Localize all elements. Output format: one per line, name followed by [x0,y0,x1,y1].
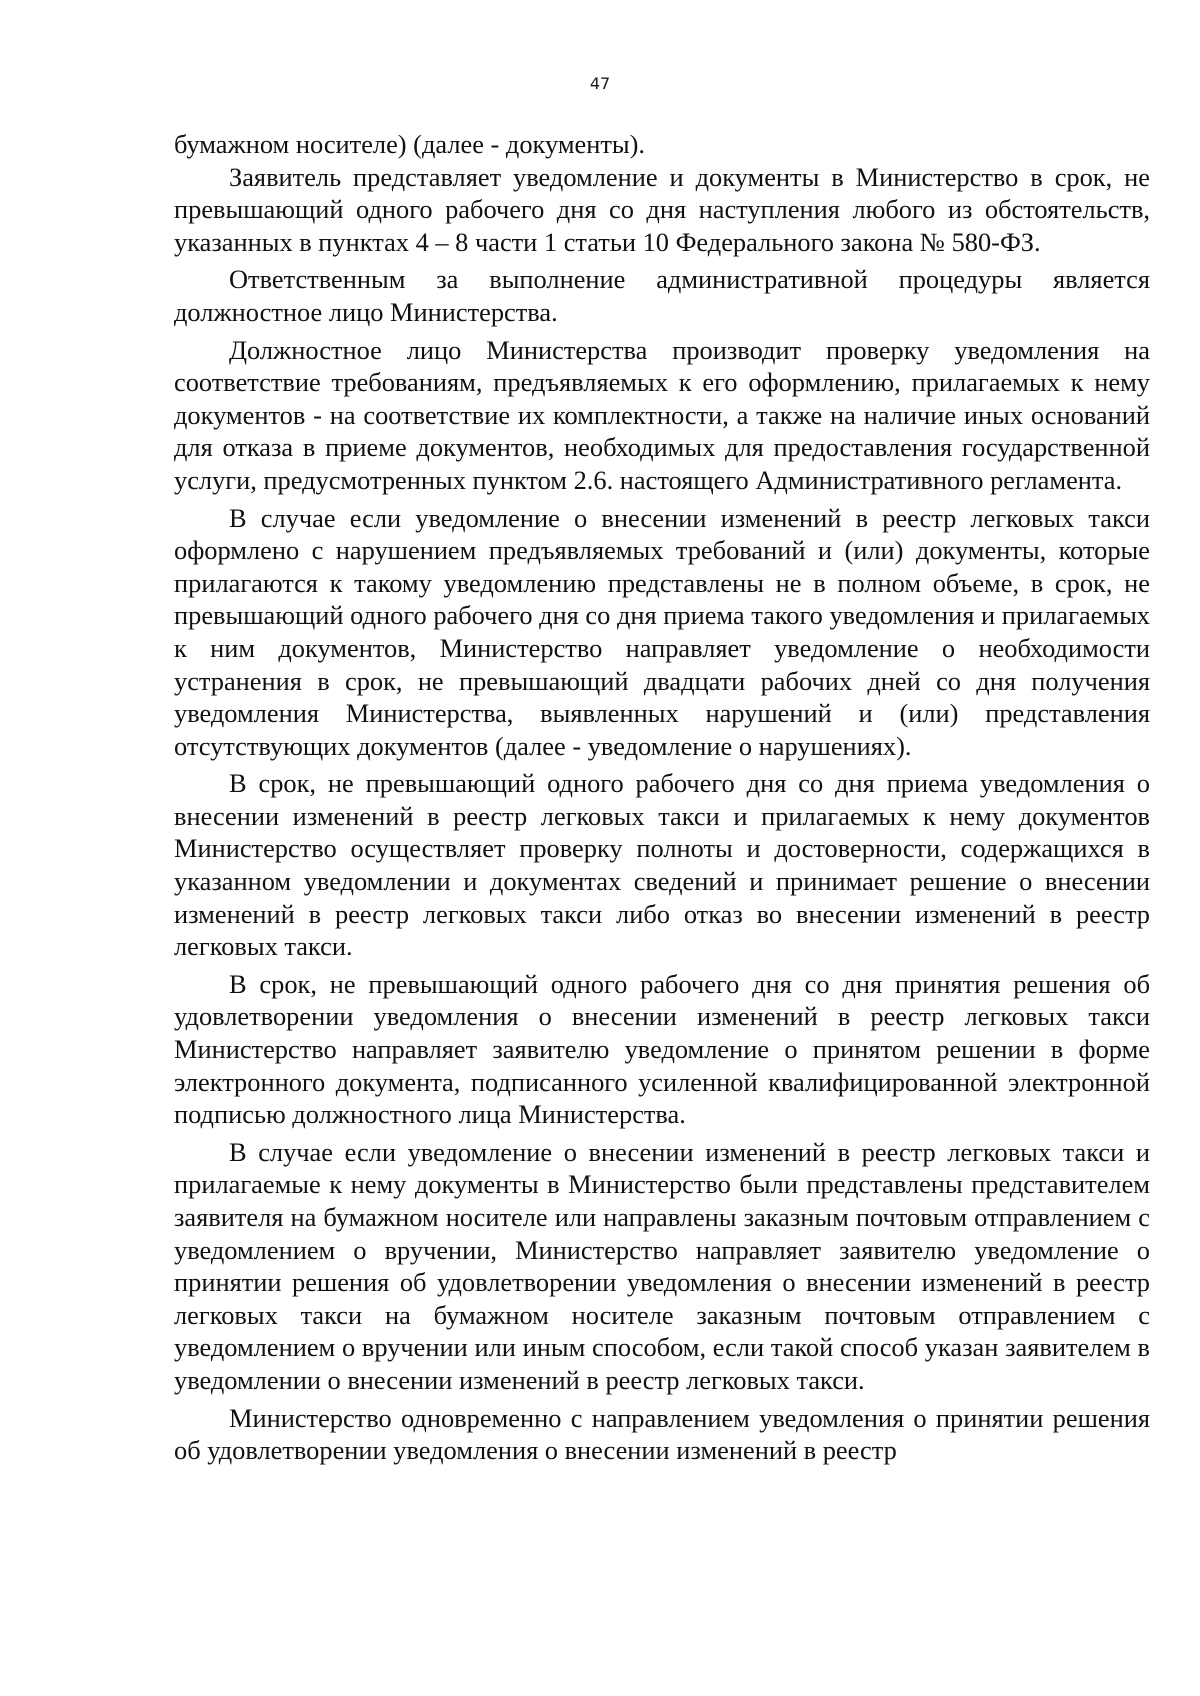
paragraph-electronic-notice: В срок, не превышающий одного рабочего дня со дня принятия решения об удовлетворении уведомления о внесении изменений в реестр легковых такси Министерство направляет заявителю уведомление о принятом решении в форме электронного документа, подписанного усиленной квалифицированной электронной подписью должностного лица Министерства. [174,968,1150,1130]
document-body [174,128,1150,1467]
paragraph-continuation: бумажном носителе) (далее - документы). [174,129,646,159]
paragraph-paper-notice: В случае если уведомление о внесении изменений в реестр легковых такси и прилагаемые к нему документы в Министерство были представлены представителем заявителя на бумажном носителе или направлены заказным почтовым отправлением с уведомлением о вручении, Министерство направляет заявителю уведомление о принятии решения об удовлетворении уведомления о внесении изменений в реестр легковых такси на бумажном носителе заказным почтовым отправлением с уведомлением о вручении или иным способом, если такой способ указан заявителем в уведомлении о внесении изменений в реестр легковых такси. [174,1136,1150,1395]
paragraph-violations-notice: В случае если уведомление о внесении изменений в реестр легковых такси оформлено с нарушением предъявляемых требований и (или) документы, которые прилагаются к такому уведомлению представлены не в полном объеме, в срок, не превышающий одного рабочего дня со дня приема такого уведомления и прилагаемых к ним документов, Министерство направляет уведомление о необходимости устранения в срок, не превышающий двадцати рабочих дней со дня получения уведомления Министерства, выявленных нарушений и (или) представления отсутствующих документов (далее - уведомление о нарушениях). [174,502,1150,761]
paragraph-ministry-simultaneous: Министерство одновременно с направлением уведомления о принятии решения об удовлетворении уведомления о внесении изменений в реестр [174,1402,1150,1466]
paragraph-submission-deadline: Заявитель представляет уведомление и документы в Министерство в срок, не превышающий одного рабочего дня со дня наступления любого из обстоятельств, указанных в пунктах 4 – 8 части 1 статьи 10 Федерального закона № 580-ФЗ. [174,161,1150,257]
paragraph-verification-decision: В срок, не превышающий одного рабочего дня со дня приема уведомления о внесении изменений в реестр легковых такси и прилагаемых к нему документов Министерство осуществляет проверку полноты и достоверности, содержащихся в указанном уведомлении и документах сведений и принимает решение о внесении изменений в реестр легковых такси либо отказ во внесении изменений в реестр легковых такси. [174,768,1150,962]
page-number: 47 [589,74,611,93]
paragraph-responsible-official: Ответственным за выполнение административной процедуры является должностное лицо Министерства. [174,264,1150,327]
paragraph-notification-check: Должностное лицо Министерства производит проверку уведомления на соответствие требованиям, предъявляемых к его оформлению, прилагаемых к нему документов - на соответствие их комплектности, а также на наличие иных оснований для отказа в приеме документов, необходимых для предоставления государственной услуги, предусмотренных пунктом 2.6. настоящего Административного регламента. [174,334,1150,495]
